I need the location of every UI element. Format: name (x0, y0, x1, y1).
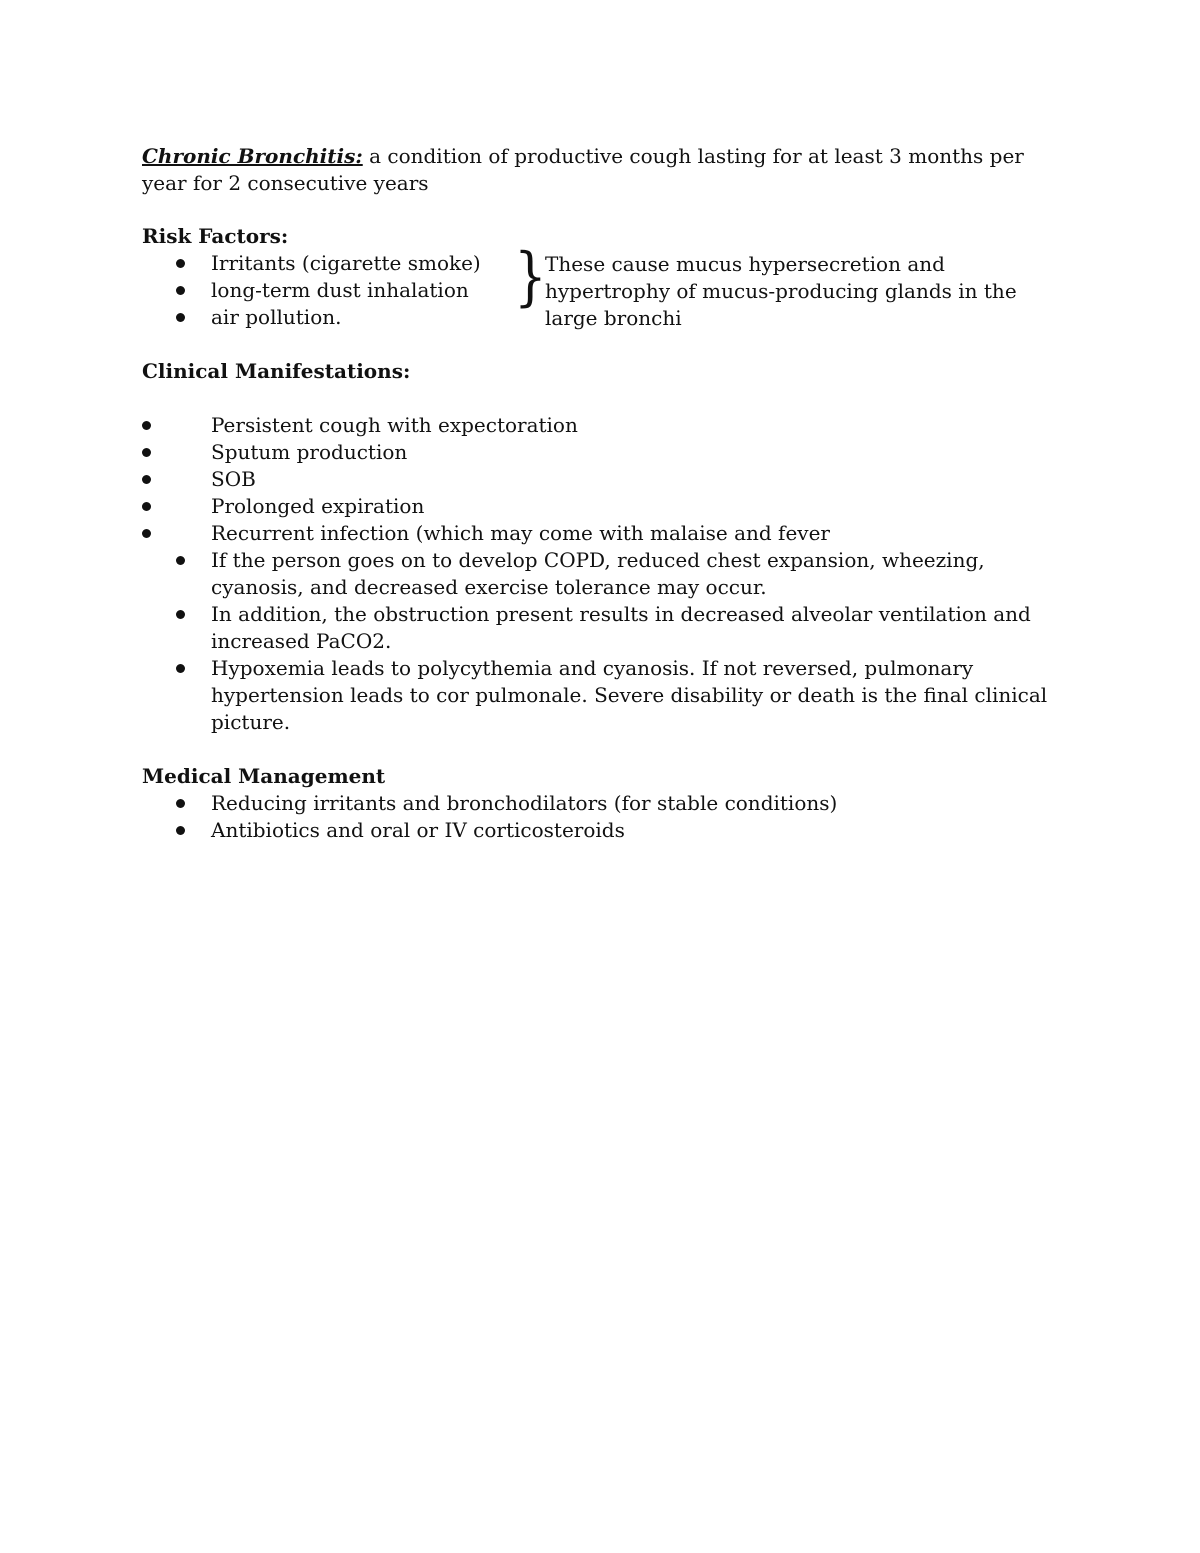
list-item: Recurrent infection (which may come with malaise and fever (142, 520, 1062, 547)
list-item: Reducing irritants and bronchodilators (for stable conditions) (142, 790, 1062, 817)
bullet-icon (142, 502, 151, 511)
medical-management-heading: Medical Management (142, 764, 386, 788)
intro-paragraph (142, 143, 1062, 197)
term-definition: a condition of productive cough lasting for at least 3 months per year for 2 consecutive years (142, 144, 1024, 195)
list-item: Sputum production (142, 439, 1062, 466)
risk-factors-section (142, 223, 1062, 331)
clinical-manifestations-list (142, 412, 1062, 736)
bullet-icon (176, 556, 185, 565)
term-chronic-bronchitis: Chronic Bronchitis: (142, 144, 363, 168)
list-item: Irritants (cigarette smoke) (142, 250, 1062, 277)
bullet-icon (142, 475, 151, 484)
clinical-manifestations-heading: Clinical Manifestations: (142, 359, 411, 383)
bullet-icon (176, 286, 185, 295)
list-item: air pollution. (142, 304, 1062, 331)
bullet-icon (176, 610, 185, 619)
bullet-icon (176, 259, 185, 268)
medical-management-list (142, 790, 1062, 844)
list-item: Hypoxemia leads to polycythemia and cyanosis. If not reversed, pulmonary hypertension leads to cor pulmonale. Severe disability or death is the final clinical picture. (142, 655, 1062, 736)
list-item: long-term dust inhalation (142, 277, 1062, 304)
bullet-icon (176, 313, 185, 322)
risk-factors-heading: Risk Factors: (142, 224, 289, 248)
risk-factors-note: These cause mucus hypersecretion and hypertrophy of mucus-producing glands in the large bronchi (545, 252, 1017, 330)
list-item: Antibiotics and oral or IV corticosteroids (142, 817, 1062, 844)
list-item: Persistent cough with expectoration (142, 412, 1062, 439)
document-page (142, 143, 1062, 844)
bullet-icon (142, 448, 151, 457)
list-item: SOB (142, 466, 1062, 493)
bullet-icon (176, 826, 185, 835)
list-item: In addition, the obstruction present results in decreased alveolar ventilation and increased PaCO2. (142, 601, 1062, 655)
bullet-icon (142, 529, 151, 538)
list-item: Prolonged expiration (142, 493, 1062, 520)
right-brace-icon: } (514, 240, 547, 314)
list-item: If the person goes on to develop COPD, reduced chest expansion, wheezing, cyanosis, and decreased exercise tolerance may occur. (142, 547, 1062, 601)
bullet-icon (176, 664, 185, 673)
bullet-icon (142, 421, 151, 430)
bullet-icon (176, 799, 185, 808)
